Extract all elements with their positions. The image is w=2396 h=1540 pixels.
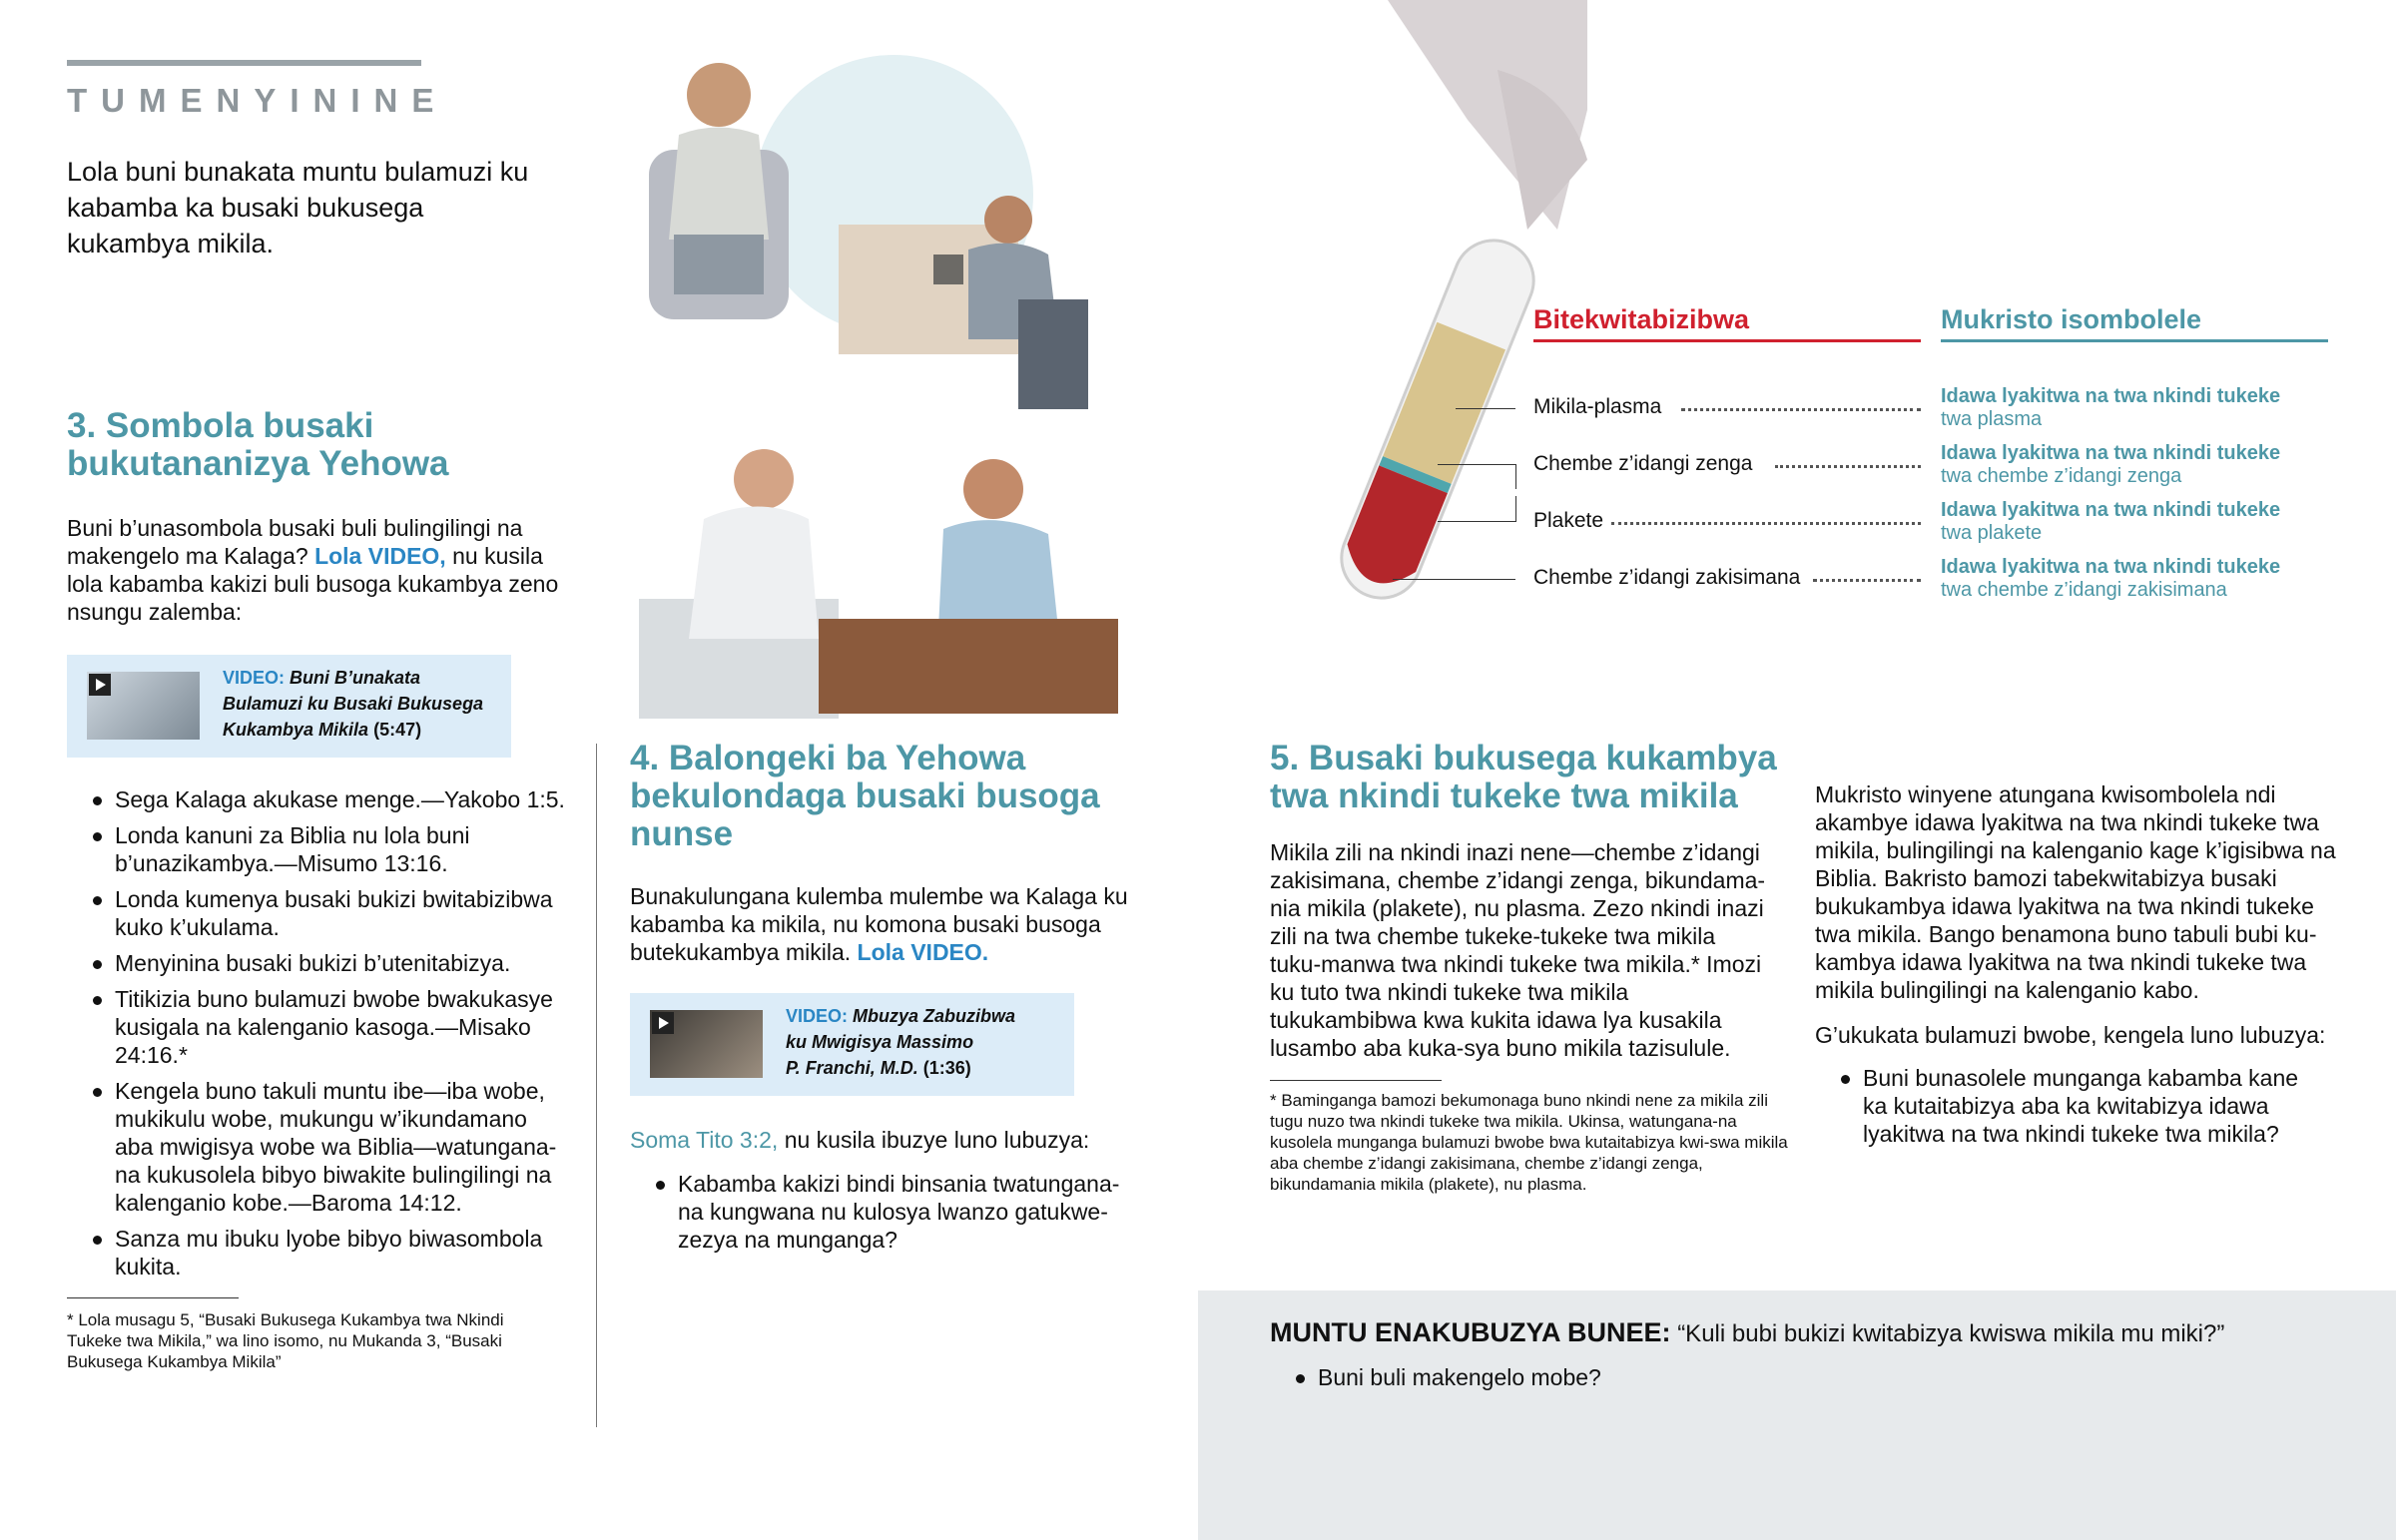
dot-leader [1813,579,1921,582]
video-title-3: Kukambya Mikila [223,720,369,740]
section3-bullet-list [67,785,566,1288]
footnote-rule [1270,1080,1442,1081]
video-label: VIDEO: [786,1006,849,1026]
row-right-line2: twa plasma [1941,408,2043,430]
list-item: Londa kumenya busaki bukizi bwitabizibwa kuko k’ukulama. [67,885,566,941]
section3-title [67,407,566,483]
section4-title-line1: 4. Balongeki ba Yehowa [630,739,1026,777]
section3-para-a: Buni b’unasombola busaki buli bulingilingi na makengelo ma Kalaga? [67,515,523,569]
section3-video-link[interactable]: Lola VIDEO, [314,543,446,569]
video-title-3: P. Franchi, M.D. [786,1058,918,1078]
scripture-link[interactable]: Soma Tito 3:2, [630,1127,779,1153]
section4-title-line3: nunse [630,814,734,853]
section5-bullet-list [1815,1064,2314,1156]
list-item: Sega Kalaga akukase menge.—Yakobo 1:5. [67,785,566,813]
section5-title-line2: twa nkindi tukeke twa mikila [1270,776,1738,815]
play-icon[interactable] [652,1012,674,1034]
table-row-right [1941,385,2360,431]
section3-para-b: nu kusila lola kabamba kakizi buli busoga kukambya zeno nsungu zalemba: [67,543,559,625]
row-right-line1: Idawa lyakitwa na twa nkindi tukeke [1941,442,2281,464]
row-right-line1: Idawa lyakitwa na twa nkindi tukeke [1941,556,2281,578]
row-right-line1: Idawa lyakitwa na twa nkindi tukeke [1941,499,2281,521]
video-card-1[interactable] [67,655,511,758]
list-item: Sanza mu ibuku lyobe bibyo biwasombola kukita. [67,1225,566,1281]
section5-question-intro: G’ukukata bulamuzi bwobe, kengela luno lubuzya: [1815,1022,2326,1048]
section5-title-line1: 5. Busaki bukusega kukambya [1270,739,1777,777]
header-rule [67,60,421,66]
section3-title-line2: bukutananizya Yehowa [67,444,449,483]
row-right-line2: twa chembe z’idangi zakisimana [1941,579,2227,601]
list-item: Londa kanuni za Biblia nu lola buni b’unazikambya.—Misumo 13:16. [67,821,566,877]
section4-read-line [630,1126,1129,1154]
section-kicker: TUMENYININE [67,82,448,119]
column-divider [596,744,597,1427]
table-row-left: Chembe z’idangi zakisimana [1533,566,1801,589]
dot-leader [1681,408,1921,411]
section5-paragraph-right: Mukristo winyene atungana kwisombolela ndi akambye idawa lyakitwa na twa nkindi tukeke twa mikila, bulingilingi na kalenganio kage k’igisibwa na Biblia. Bakristo bamozi tabekwitabizya busaki bukukambya idawa lyakitwa na twa nkindi tukeke twa mikila. Bango benamona buno tabuli bubi ku-kambya idawa lyakitwa na twa nkindi tukeke twa mikila bulingilingi na kalenganio kabo. [1815,781,2336,1003]
table-header-left: Bitekwitabizibwa [1533,304,1750,334]
list-item: Kabamba kakizi bindi binsania twatungana-na kungwana nu kulosya lwanzo gatukwe-zezya na munganga? [630,1170,1129,1254]
video-label: VIDEO: [223,668,286,688]
video-card-2[interactable] [630,993,1074,1096]
video-title-2: Bulamuzi ku Busaki Bukusega [223,694,484,714]
table-header-right: Mukristo isombolele [1941,304,2202,334]
video-title-1: Mbuzya Zabuzibwa [853,1006,1016,1026]
connector-line [1456,408,1515,409]
video-title-2: ku Mwigisya Massimo [786,1032,974,1052]
section3-title-line1: 3. Sombola busaki [67,406,374,445]
video-card-2-text [786,1003,1070,1081]
connector-line [1393,579,1515,580]
ask-box-question: “Kuli bubi bukizi kwitabizya kwiswa mikila mu miki?” [1677,1320,2225,1347]
ask-box-label: MUNTU ENAKUBUZYA BUNEE: [1270,1317,1671,1347]
list-item: Buni bunasolele munganga kabamba kane ka kutaitabizya aba ka kwitabizya idawa lyakitwa na twa nkindi tukeke twa mikila? [1815,1064,2314,1148]
row-right-line1: Idawa lyakitwa na twa nkindi tukeke [1941,385,2281,407]
section4-paragraph [630,882,1129,966]
table-row-left: Mikila-plasma [1533,395,1662,418]
video-duration: (1:36) [922,1058,971,1078]
intro-text: Lola buni bunakata muntu bulamuzi ku kabamba ka busaki bukusega kukambya mikila. [67,157,529,258]
table-row-left: Plakete [1533,509,1604,532]
footnote-rule [67,1297,239,1298]
section5-paragraph-left: Mikila zili na nkindi inazi nene—chembe z’idangi zakisimana, chembe z’idangi zenga, bikundama-nia mikila (plakete), nu plasma. Zezo nkindi inazi zili na twa chembe tukeke-tukeke twa mikila tuku-manwa twa nkindi tukeke twa mikila.* Imozi ku tuto twa nkindi tukeke twa mikila tukukambibwa kwa kukita idawa lya kusakila lusambo aba kuka-sya buno mikila tazisulule. [1270,839,1766,1061]
table-row-right [1941,556,2360,602]
section4-bullet-list [630,1170,1129,1262]
section4-title [630,740,1149,853]
section4-para-a: Bunakulungana kulemba mulembe wa Kalaga ku kabamba ka mikila, nu komona busaki busoga butekukambya mikila. [630,883,1128,965]
section4-title-line2: bekulondaga busaki busoga [630,776,1100,815]
list-item: Buni buli makengelo mobe? [1270,1363,1869,1391]
ask-box-heading [1270,1317,2368,1348]
list-item: Menyinina busaki bukizi b’utenitabizya. [67,949,566,977]
video-card-1-text [223,665,507,743]
section4-read-rest: nu kusila ibuzye luno lubuzya: [784,1127,1090,1153]
section4-video-link[interactable]: Lola VIDEO. [857,939,989,965]
table-header-left-rule [1533,339,1921,342]
connector-line [1438,464,1516,489]
table-row-left: Chembe z’idangi zenga [1533,452,1753,475]
table-header-right-rule [1941,339,2328,342]
connector-line [1438,496,1516,522]
ask-box-bullet-list [1270,1363,1869,1399]
dot-leader [1611,522,1921,525]
section3-paragraph [67,514,566,626]
table-row-right [1941,442,2360,488]
row-right-line2: twa plakete [1941,522,2043,544]
play-icon[interactable] [89,674,111,696]
table-row-right [1941,499,2360,545]
section3-footnote: * Lola musagu 5, “Busaki Bukusega Kukambya twa Nkindi Tukeke twa Mikila,” wa lino isomo, nu Mukanda 3, “Busaki Bukusega Kukambya Mikila” [67,1310,504,1371]
video-duration: (5:47) [373,720,422,740]
video-title-1: Buni B’unakata [290,668,421,688]
list-item: Titikizia buno bulamuzi bwobe bwakukasye kusigala na kalenganio kasoga.—Misako 24:16.* [67,985,566,1069]
dot-leader [1775,465,1921,468]
consultation-illustration [619,40,1118,739]
section5-footnote: * Baminganga bamozi bekumonaga buno nkindi nene za mikila zili tugu nuzo twa nkindi tukeke twa mikila. Ukinsa, watungana-na kusolela munganga bulamuzi bwobe bwa kutaitabizya kwi-swa mikila aba chembe z’idangi zakisimana, chembe z’idangi zenga, bikundamania mikila (plakete), nu plasma. [1270,1091,1788,1194]
list-item: Kengela buno takuli muntu ibe—iba wobe, mukikulu wobe, mukungu w’ikundamano aba mwigisya wobe wa Biblia—watungana-na kukusolela bibyo biwakite bulingilingi na kalenganio kobe.—Baroma 14:12. [67,1077,566,1217]
section5-title [1270,740,1829,815]
row-right-line2: twa chembe z’idangi zenga [1941,465,2182,487]
